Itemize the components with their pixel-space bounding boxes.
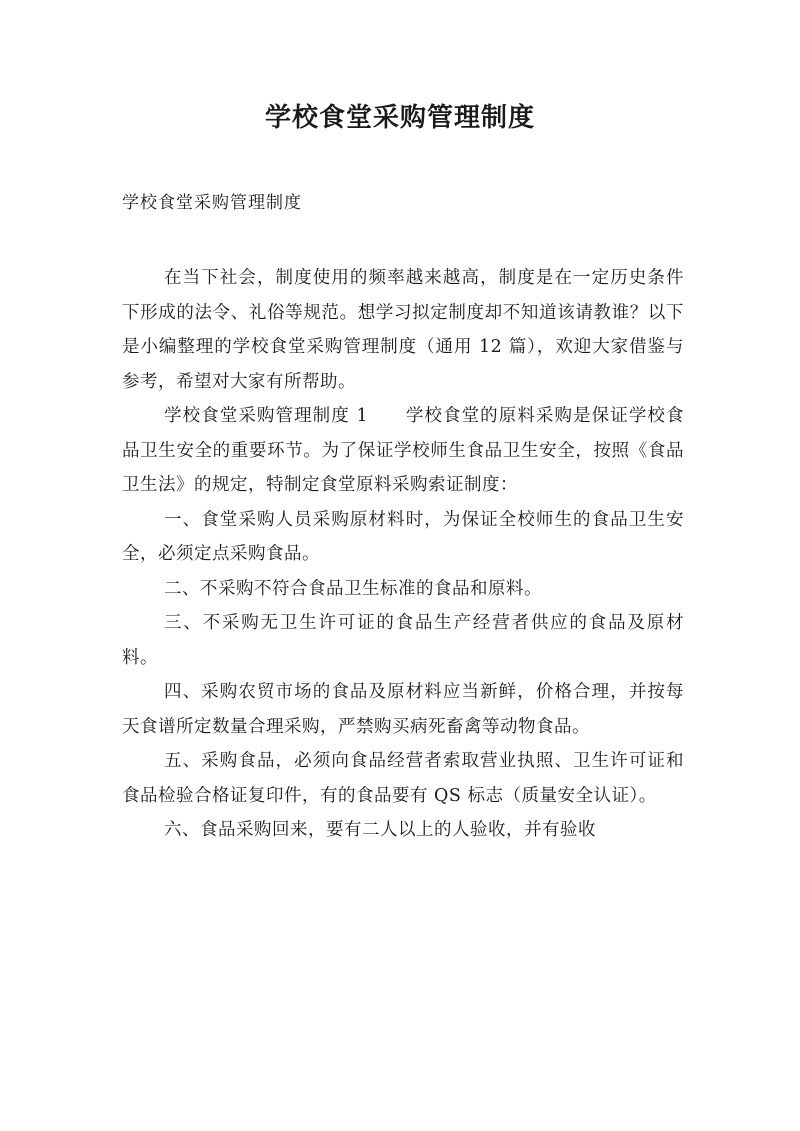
- paragraph-rule-5: 五、采购食品，必须向食品经营者索取营业执照、卫生许可证和食品检验合格证复印件，有的食品要有 QS 标志（质量安全认证）。: [122, 751, 684, 806]
- paragraph-rule-3: 三、不采购无卫生许可证的食品生产经营者供应的食品及原材料。: [122, 613, 684, 668]
- document-title: 学校食堂采购管理制度: [264, 103, 535, 133]
- paragraph-section-1: 学校食堂采购管理制度 1 学校食堂的原料采购是保证学校食品卫生安全的重要环节。为了保证学校师生食品卫生安全，按照《食品卫生法》的规定，特制定食堂原料采购索证制度：: [122, 406, 684, 495]
- paragraph-rule-6: 六、食品采购回来，要有二人以上的人验收，并有验收: [164, 820, 596, 840]
- paragraph-rule-4: 四、采购农贸市场的食品及原材料应当新鲜，价格合理，并按每天食谱所定数量合理采购，严禁购买病死畜禽等动物食品。: [122, 682, 684, 737]
- paragraph-intro: 在当下社会，制度使用的频率越来越高，制度是在一定历史条件下形成的法令、礼俗等规范。想学习拟定制度却不知道该请教谁？以下是小编整理的学校食堂采购管理制度（通用 12 篇），欢迎大家借鉴与参考，希望对大家有所帮助。: [122, 268, 684, 392]
- document-body: [122, 261, 684, 848]
- document-subtitle: 学校食堂采购管理制度: [122, 193, 302, 213]
- paragraph-rule-1: 一、食堂采购人员采购原材料时，为保证全校师生的食品卫生安全，必须定点采购食品。: [122, 509, 684, 564]
- paragraph-rule-2: 二、不采购不符合食品卫生标准的食品和原料。: [164, 578, 542, 599]
